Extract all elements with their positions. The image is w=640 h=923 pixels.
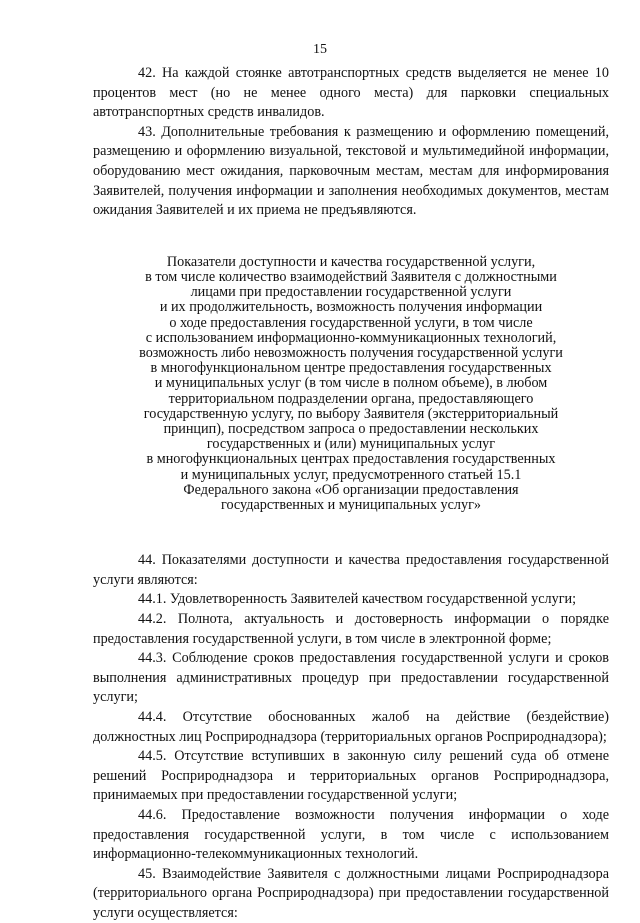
paragraph-43: 43. Дополнительные требования к размещению и оформлению помещений, размещению и оформлению визуальной, текстовой и мультимедийной информации, оборудованию мест ожидания, парковочным местам, местам для информирования Заявителей, получения информации и заполнения необходимых документов, местам ожидания Заявителей и их приема не предъявляются. xyxy=(93,123,609,219)
paragraph-42: 42. На каждой стоянке автотранспортных средств выделяется не менее 10 процентов мест (но не менее одного места) для парковки специальных автотранспортных средств инвалидов. xyxy=(93,65,609,121)
heading-line: в многофункциональных центрах предоставления государственных xyxy=(146,451,556,468)
heading-line: в том числе количество взаимодействий Заявителя с должностными xyxy=(145,268,557,285)
heading-line: государственных и (или) муниципальных услуг xyxy=(206,436,496,453)
page-number: 15 xyxy=(313,42,327,57)
heading-line: в многофункциональном центре предоставления государственных xyxy=(150,360,552,377)
heading-line: Показатели доступности и качества государственной услуги, xyxy=(166,253,536,270)
paragraph-44-5: 44.5. Отсутствие вступивших в законную силу решений суда об отмене решений Росприроднадзора и территориальных органов Росприроднадзора, принимаемых при предоставлении государственной услуги; xyxy=(93,748,609,804)
heading-line: государственных и муниципальных услуг» xyxy=(221,497,481,513)
paragraph-44-4: 44.4. Отсутствие обоснованных жалоб на действие (бездействие) должностных лиц Росприроднадзора (территориальных органов Росприроднадзора); xyxy=(93,708,609,745)
heading-line: и муниципальных услуг, предусмотренного статьей 15.1 xyxy=(180,466,522,483)
heading-line: лицами при предоставлении государственной услуги xyxy=(190,284,512,301)
paragraph-44-6: 44.6. Предоставление возможности получения информации о ходе предоставления государственной услуги, в том числе с использованием информационно-телекоммуникационных технологий. xyxy=(93,806,609,863)
paragraph-44-1: 44.1. Удовлетворенность Заявителей качеством государственной услуги; xyxy=(138,591,577,608)
heading-line: возможность либо невозможность получения государственной услуги xyxy=(139,344,563,361)
heading-line: и муниципальных услуг (в том числе в полном объеме), в любом xyxy=(154,375,548,392)
paragraph-45: 45. Взаимодействие Заявителя с должностными лицами Росприроднадзора (территориального органа Росприроднадзора) при предоставлении государственной услуги осуществляется: xyxy=(93,865,609,921)
paragraph-44: 44. Показателями доступности и качества предоставления государственной услуги являются: xyxy=(93,552,609,588)
heading-line: о ходе предоставления государственной услуги, в том числе xyxy=(169,314,533,331)
heading-line: государственную услугу, по выбору Заявителя (экстерриториальный xyxy=(143,405,559,422)
document-body xyxy=(93,64,609,923)
heading-line: и их продолжительность, возможность получения информации xyxy=(159,299,543,316)
section-heading xyxy=(93,255,609,513)
heading-line: с использованием информационно-коммуникационных технологий, xyxy=(145,329,557,346)
heading-line: принцип), посредством запроса о предоставлении нескольких xyxy=(163,420,539,437)
heading-line: территориальном подразделении органа, предоставляющего xyxy=(168,390,534,407)
paragraph-44-2: 44.2. Полнота, актуальность и достоверность информации о порядке предоставления государственной услуги, в том числе в электронной форме; xyxy=(93,610,609,647)
paragraph-44-3: 44.3. Соблюдение сроков предоставления государственной услуги и сроков выполнения административных процедур при предоставлении государственной услуги; xyxy=(93,650,609,706)
heading-line: Федерального закона «Об организации предоставления xyxy=(183,481,519,498)
